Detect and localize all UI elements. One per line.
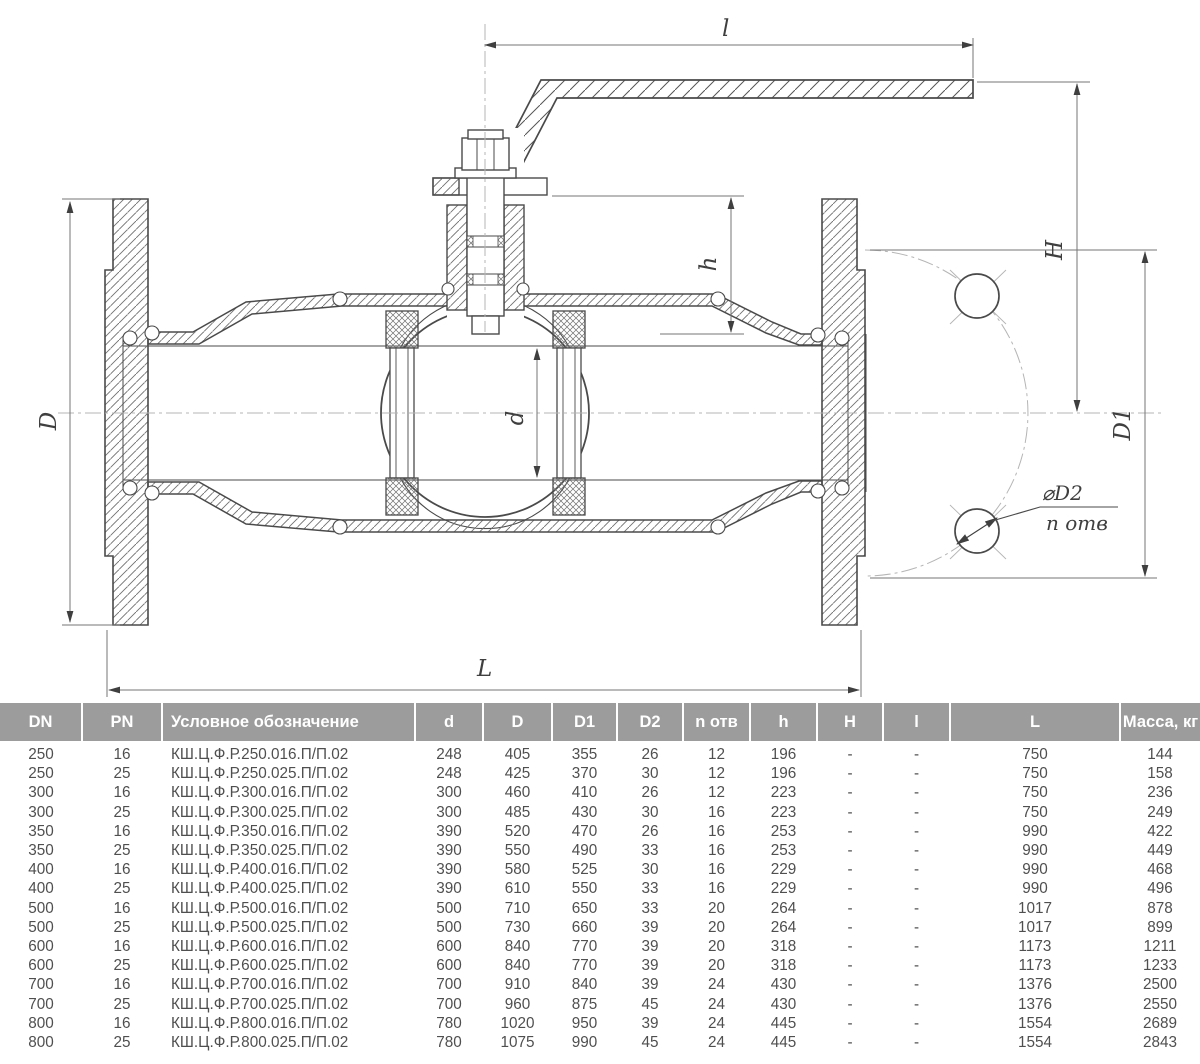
table-cell: - (847, 803, 853, 821)
column-header-H: H (817, 703, 883, 741)
table-cell: 960 (504, 995, 531, 1013)
dimension-label-H: H (1042, 239, 1068, 261)
table-cell: 25 (113, 765, 131, 783)
table-cell: 39 (641, 976, 659, 994)
table-cell: 16 (707, 803, 725, 821)
table-cell: 2550 (1142, 995, 1178, 1013)
table-cell: - (847, 784, 853, 802)
table-row (0, 783, 1200, 802)
table-cell: 20 (707, 899, 725, 917)
table-cell: 16 (113, 1014, 131, 1032)
table-cell: 390 (436, 880, 462, 898)
table-cell: 12 (707, 746, 725, 763)
table-cell: 400 (28, 880, 54, 898)
table-cell: КШ.Ц.Ф.Р.700.016.П/П.02 (171, 976, 349, 994)
table-cell: 16 (113, 899, 131, 917)
table-cell: 550 (571, 880, 598, 898)
table-header-row (0, 703, 1200, 741)
table-cell: 2843 (1142, 1034, 1178, 1052)
table-cell: - (847, 861, 853, 879)
table-cell: 468 (1147, 861, 1173, 879)
table-cell: 39 (641, 1014, 659, 1032)
table-cell: 39 (641, 918, 659, 936)
dimension-label-h: h (696, 256, 722, 272)
dimension-label-n-otv: n отв (1046, 511, 1108, 535)
table-row (0, 975, 1200, 994)
table-cell: 253 (770, 822, 797, 840)
dimension-label-D1: D1 (1110, 407, 1136, 441)
table-cell: 16 (113, 861, 131, 879)
table-cell: 158 (1147, 765, 1173, 783)
table-cell: 25 (113, 957, 131, 975)
table-row (0, 803, 1200, 822)
table-cell: 196 (770, 765, 797, 783)
table-cell: 910 (504, 976, 531, 994)
table-cell: 16 (707, 861, 725, 879)
table-cell: 30 (641, 861, 659, 879)
table-cell: 899 (1147, 918, 1173, 936)
column-header-D: D (483, 703, 552, 741)
table-cell: 16 (113, 822, 131, 840)
table-cell: 730 (504, 918, 531, 936)
table-cell: 1173 (1018, 957, 1052, 975)
table-cell: 600 (436, 957, 462, 975)
table-cell: 750 (1022, 784, 1048, 802)
table-row (0, 764, 1200, 783)
table-cell: КШ.Ц.Ф.Р.350.016.П/П.02 (171, 822, 349, 840)
table-cell: - (847, 976, 853, 994)
table-cell: 144 (1147, 746, 1173, 763)
table-cell: 253 (770, 842, 797, 860)
table-cell: 20 (707, 918, 725, 936)
table-cell: 390 (436, 822, 462, 840)
table-cell: 355 (571, 746, 598, 763)
table-cell: 650 (571, 899, 598, 917)
table-cell: КШ.Ц.Ф.Р.300.016.П/П.02 (171, 784, 349, 802)
table-cell: 780 (436, 1014, 462, 1032)
column-header-L: L (950, 703, 1120, 741)
table-cell: - (847, 822, 853, 840)
right-flange (822, 199, 866, 625)
table-cell: 410 (571, 784, 598, 802)
column-header-pn: PN (82, 703, 162, 741)
table-cell: - (913, 976, 920, 994)
table-cell: 990 (571, 1034, 598, 1052)
table-cell: 264 (770, 899, 797, 917)
table-cell: 710 (504, 899, 531, 917)
table-cell: 660 (571, 918, 598, 936)
table-cell: 780 (436, 1034, 462, 1052)
table-cell: 990 (1022, 880, 1048, 898)
table-cell: 422 (1147, 822, 1173, 840)
table-cell: 229 (770, 880, 797, 898)
table-cell: КШ.Ц.Ф.Р.500.025.П/П.02 (171, 918, 349, 936)
dimension-label-d2: ⌀D2 (1042, 481, 1083, 505)
table-cell: 25 (113, 995, 131, 1013)
table-cell: 1376 (1017, 976, 1053, 994)
table-cell: 12 (707, 765, 725, 783)
table-cell: 1075 (500, 1034, 535, 1052)
table-cell: - (847, 746, 853, 763)
table-cell: 45 (641, 995, 659, 1013)
column-header-h: h (750, 703, 817, 741)
table-cell: 800 (28, 1014, 54, 1032)
table-cell: 770 (571, 938, 598, 956)
table-cell: 449 (1147, 842, 1173, 860)
table-cell: 25 (113, 918, 131, 936)
table-cell: 490 (571, 842, 598, 860)
table-cell: 430 (770, 976, 797, 994)
table-cell: - (913, 938, 920, 956)
table-cell: КШ.Ц.Ф.Р.350.025.П/П.02 (171, 842, 349, 860)
table-cell: - (847, 995, 853, 1013)
table-cell: 250 (28, 765, 54, 783)
table-row (0, 741, 1200, 764)
table-cell: - (913, 861, 920, 879)
table-cell: 990 (1022, 861, 1048, 879)
table-cell: 25 (113, 1034, 131, 1052)
table-cell: 318 (770, 957, 797, 975)
table-cell: КШ.Ц.Ф.Р.800.025.П/П.02 (171, 1034, 349, 1052)
table-cell: КШ.Ц.Ф.Р.600.025.П/П.02 (171, 957, 349, 975)
table-cell: 300 (436, 784, 462, 802)
table-cell: 1020 (500, 1014, 535, 1032)
table-cell: 878 (1147, 899, 1173, 917)
table-cell: 26 (641, 746, 659, 763)
table-cell: 24 (707, 976, 725, 994)
table-cell: 1211 (1143, 938, 1177, 956)
table-cell: - (847, 765, 853, 783)
table-cell: 370 (571, 765, 598, 783)
table-cell: 16 (113, 784, 131, 802)
column-header-n-otv: n отв (683, 703, 750, 741)
table-cell: 600 (28, 938, 54, 956)
table-cell: 500 (28, 918, 54, 936)
table-cell: 2500 (1142, 976, 1178, 994)
table-cell: 26 (641, 822, 659, 840)
table-cell: 12 (707, 784, 725, 802)
table-cell: 25 (113, 803, 131, 821)
table-cell: 196 (770, 746, 797, 763)
table-cell: 16 (113, 746, 131, 763)
table-cell: - (913, 746, 920, 763)
table-cell: 16 (113, 938, 131, 956)
table-cell: 24 (707, 1034, 725, 1052)
table-cell: 300 (28, 803, 54, 821)
table-cell: - (847, 899, 853, 917)
table-cell: 1554 (1017, 1014, 1053, 1032)
table-cell: 525 (571, 861, 598, 879)
table-cell: 875 (571, 995, 598, 1013)
table-row (0, 1014, 1200, 1033)
table-cell: 2689 (1142, 1014, 1178, 1032)
valve-spec-table (0, 703, 1200, 1052)
table-cell: - (847, 938, 853, 956)
table-cell: 500 (436, 918, 462, 936)
table-cell: 33 (641, 899, 659, 917)
table-cell: 30 (641, 803, 659, 821)
table-cell: 45 (641, 1034, 659, 1052)
table-cell: 248 (436, 765, 462, 783)
table-cell: КШ.Ц.Ф.Р.600.016.П/П.02 (171, 938, 349, 956)
column-header-dn: DN (0, 703, 82, 741)
table-cell: - (913, 803, 920, 821)
table-cell: 24 (707, 1014, 725, 1032)
table-cell: 390 (436, 861, 462, 879)
table-cell: 39 (641, 938, 659, 956)
handle-lever (489, 80, 973, 196)
table-cell: 30 (641, 765, 659, 783)
table-cell: 990 (1022, 822, 1048, 840)
table-cell: 496 (1147, 880, 1173, 898)
table-cell: 350 (28, 842, 54, 860)
dimension-label-l: l (722, 16, 730, 42)
table-cell: 800 (28, 1034, 54, 1052)
table-cell: 1173 (1018, 938, 1052, 956)
table-cell: 550 (504, 842, 531, 860)
table-cell: 248 (436, 746, 462, 763)
table-cell: - (847, 880, 853, 898)
table-row (0, 822, 1200, 841)
table-cell: 580 (504, 861, 531, 879)
bolt-hole-top (955, 274, 999, 318)
table-cell: 600 (436, 938, 462, 956)
dimension-label-L: L (477, 656, 493, 682)
dimension-label-d: d (503, 410, 529, 426)
table-cell: 300 (436, 803, 462, 821)
table-row (0, 956, 1200, 975)
table-cell: 16 (707, 842, 725, 860)
table-cell: - (913, 842, 920, 860)
table-cell: 750 (1022, 765, 1048, 783)
table-row (0, 995, 1200, 1014)
table-cell: 990 (1022, 842, 1048, 860)
table-cell: 16 (707, 822, 725, 840)
table-cell: 470 (571, 822, 598, 840)
table-cell: 500 (436, 899, 462, 917)
table-cell: КШ.Ц.Ф.Р.250.016.П/П.02 (171, 746, 349, 763)
table-cell: - (847, 842, 853, 860)
table-cell: 25 (113, 842, 131, 860)
table-cell: 24 (707, 995, 725, 1013)
column-header-mass: Масса, кг (1120, 703, 1200, 741)
table-cell: 430 (770, 995, 797, 1013)
table-cell: 300 (28, 784, 54, 802)
table-cell: 223 (770, 803, 797, 821)
table-cell: 16 (113, 976, 131, 994)
table-cell: 249 (1147, 803, 1173, 821)
table-row (0, 899, 1200, 918)
table-cell: - (913, 899, 920, 917)
table-cell: 445 (770, 1014, 797, 1032)
table-cell: - (913, 957, 920, 975)
table-cell: 700 (28, 995, 54, 1013)
table-cell: 500 (28, 899, 54, 917)
table-cell: - (913, 880, 920, 898)
table-cell: 700 (28, 976, 54, 994)
table-cell: КШ.Ц.Ф.Р.800.016.П/П.02 (171, 1014, 349, 1032)
table-cell: 350 (28, 822, 54, 840)
table-row (0, 1033, 1200, 1052)
table-cell: 1554 (1017, 1034, 1053, 1052)
table-cell: 770 (571, 957, 598, 975)
column-header-D2: D2 (617, 703, 683, 741)
table-cell: 33 (641, 842, 659, 860)
table-cell: 26 (641, 784, 659, 802)
table-cell: - (913, 822, 920, 840)
dimensions (62, 38, 1157, 697)
table-cell: - (913, 918, 920, 936)
table-cell: 425 (504, 765, 531, 783)
table-cell: 229 (770, 861, 797, 879)
table-cell: 223 (770, 784, 797, 802)
table-cell: - (913, 784, 920, 802)
table-cell: 20 (707, 957, 725, 975)
table-cell: КШ.Ц.Ф.Р.300.025.П/П.02 (171, 803, 349, 821)
table-cell: 485 (504, 803, 531, 821)
table-cell: 405 (504, 746, 531, 763)
table-cell: - (913, 1034, 920, 1052)
table-cell: 750 (1022, 803, 1048, 821)
table-cell: 400 (28, 861, 54, 879)
dimension-label-D: D (36, 411, 62, 431)
table-cell: 460 (504, 784, 531, 802)
column-header-D1: D1 (552, 703, 617, 741)
table-row (0, 937, 1200, 956)
table-cell: 430 (571, 803, 598, 821)
table-cell: КШ.Ц.Ф.Р.400.016.П/П.02 (171, 861, 349, 879)
table-cell: 600 (28, 957, 54, 975)
table-cell: 1233 (1142, 957, 1178, 975)
table-cell: 750 (1022, 746, 1048, 763)
left-flange (105, 199, 148, 625)
table-cell: 390 (436, 842, 462, 860)
table-cell: - (847, 1014, 853, 1032)
table-row (0, 918, 1200, 937)
column-header-l: l (883, 703, 950, 741)
column-header-designation: Условное обозначение (162, 703, 415, 741)
table-cell: 39 (641, 957, 659, 975)
table-cell: 700 (436, 995, 462, 1013)
table-cell: - (913, 995, 920, 1013)
table-cell: 1376 (1017, 995, 1053, 1013)
table-cell: КШ.Ц.Ф.Р.500.016.П/П.02 (171, 899, 349, 917)
table-cell: - (847, 1034, 853, 1052)
table-cell: 1017 (1017, 918, 1053, 936)
table-row (0, 841, 1200, 860)
table-cell: 33 (641, 880, 659, 898)
table-cell: - (913, 765, 920, 783)
table-cell: - (847, 918, 853, 936)
table-row (0, 879, 1200, 898)
table-cell: 264 (770, 918, 797, 936)
table-cell: 700 (436, 976, 462, 994)
table-cell: - (913, 1014, 920, 1032)
table-cell: 25 (113, 880, 131, 898)
table-cell: КШ.Ц.Ф.Р.700.025.П/П.02 (171, 995, 349, 1013)
table-cell: 236 (1147, 784, 1173, 802)
table-cell: 950 (571, 1014, 598, 1032)
table-cell: КШ.Ц.Ф.Р.400.025.П/П.02 (171, 880, 349, 898)
table-cell: КШ.Ц.Ф.Р.250.025.П/П.02 (171, 765, 349, 783)
table-cell: 445 (770, 1034, 797, 1052)
table-cell: 610 (504, 880, 531, 898)
table-cell: 318 (770, 938, 797, 956)
table-cell: 1017 (1017, 899, 1053, 917)
column-header-d: d (415, 703, 483, 741)
table-cell: 16 (707, 880, 725, 898)
table-cell: 250 (28, 746, 54, 763)
table-cell: 20 (707, 938, 725, 956)
table-cell: - (847, 957, 853, 975)
table-cell: 520 (504, 822, 531, 840)
table-cell: 840 (504, 957, 531, 975)
table-cell: 840 (571, 976, 598, 994)
table-row (0, 860, 1200, 879)
table-cell: 840 (504, 938, 531, 956)
